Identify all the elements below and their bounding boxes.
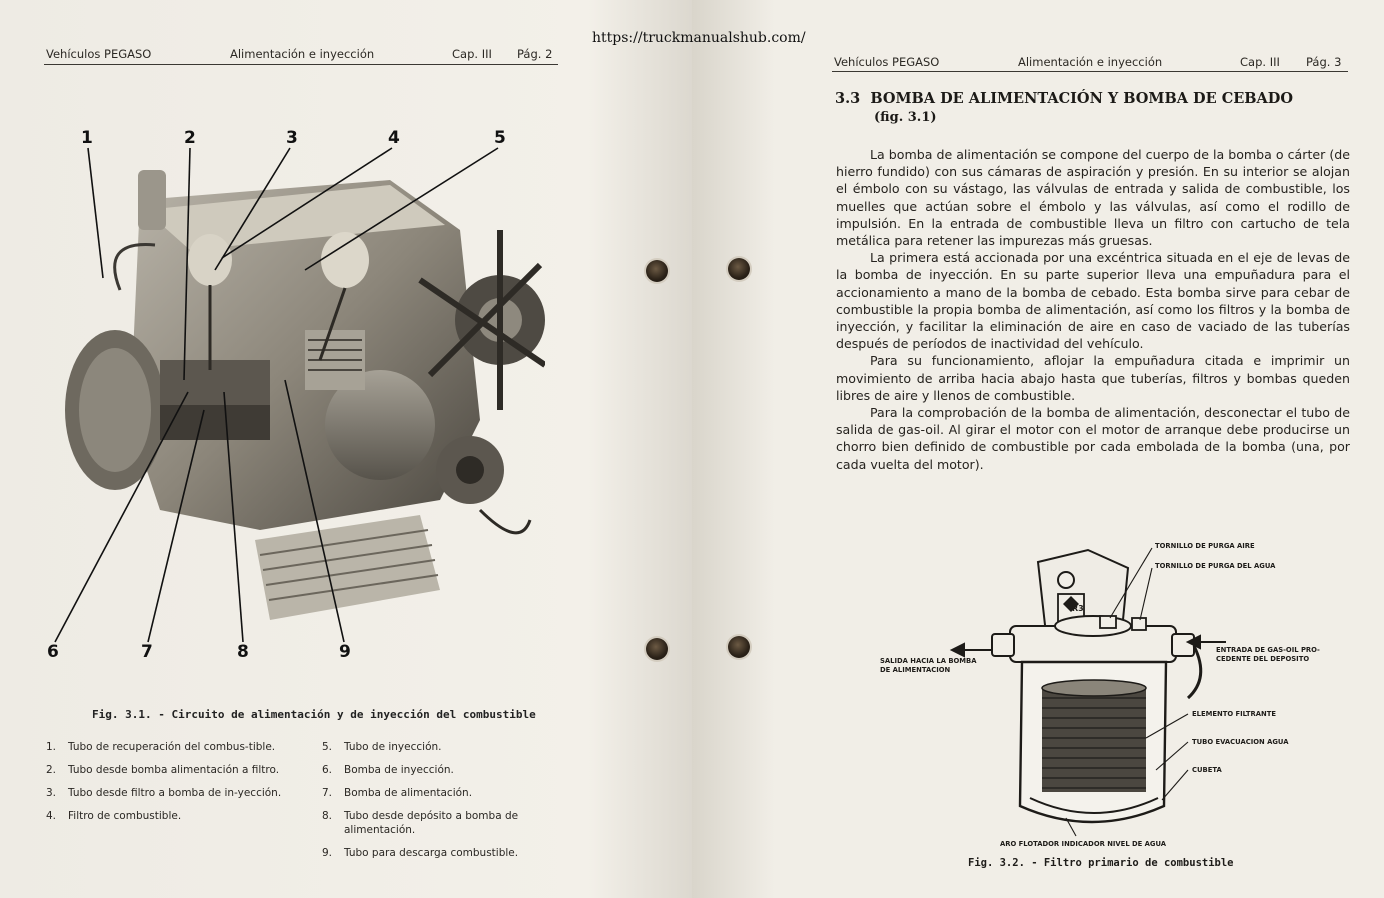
legend-right [322,740,558,869]
legend-num: 4. [46,810,57,822]
legend-item [46,809,286,823]
section-heading [835,90,1293,107]
header-section-right: Alimentación e inyección [1018,55,1163,69]
watermark-url: https://truckmanualshub.com/ [592,30,806,46]
legend-text: Tubo para descarga combustible. [344,847,519,859]
legend-item [322,740,558,754]
legend-text: Tubo de inyección. [344,741,442,753]
header-page-number-right: Pág. 3 [1306,55,1342,69]
legend-item [46,763,286,777]
label-elemento: ELEMENTO FILTRANTE [1192,710,1276,718]
legend-num: 9. [322,847,333,859]
paragraph: Para su funcionamiento, aflojar la empuñadura citada e imprimir un movimiento de arriba hacia abajo hasta que tuberías, filtros y bombas queden libres de aire y llenos de combustible. [836,353,1350,403]
label-tubo-evac: TUBO EVACUACION AGUA [1192,738,1289,746]
badge-r3: R3 [1072,604,1084,613]
legend-num: 2. [46,764,57,776]
callout-1: 1 [81,128,93,148]
label-salida: SALIDA HACIA LA BOMBA DE ALIMENTACION [880,657,977,674]
label-purga-aire: TORNILLO DE PURGA AIRE [1155,542,1255,550]
callout-6: 6 [47,642,59,662]
callout-9: 9 [339,642,351,662]
binder-hole [728,636,750,658]
binder-hole [646,638,668,660]
callout-2: 2 [184,128,196,148]
callout-3: 3 [286,128,298,148]
header-section: Alimentación e inyección [230,47,375,61]
legend-text: Tubo desde depósito a bomba de alimentación. [344,810,519,836]
legend-item [322,846,558,860]
label-entrada: ENTRADA DE GAS-OIL PRO- CEDENTE DEL DEPOSITO [1216,646,1320,663]
legend-item [322,786,558,800]
figure-caption-right: Fig. 3.2. - Filtro primario de combustible [968,857,1234,869]
header-page-number: Pág. 2 [517,47,553,61]
legend-text: Bomba de inyección. [344,764,454,776]
binder-hole [728,258,750,280]
header-rule-right [832,71,1348,72]
legend-num: 1. [46,741,57,753]
filter-diagram [870,538,1320,856]
legend-num: 7. [322,787,333,799]
header-chapter-right: Cap. III [1240,55,1280,69]
legend-num: 8. [322,810,333,822]
legend-left [46,740,286,832]
section-number: 3.3 [835,90,861,107]
legend-num: 3. [46,787,57,799]
legend-item [322,763,558,777]
legend-text: Tubo de recuperación del combus-tible. [68,741,276,753]
header-brand-right: Vehículos PEGASO [834,55,940,69]
callout-7: 7 [141,642,153,662]
section-subtitle: (fig. 3.1) [874,110,937,125]
legend-text: Bomba de alimentación. [344,787,473,799]
label-aro: ARO FLOTADOR INDICADOR NIVEL DE AGUA [1000,840,1167,848]
legend-item [46,786,286,800]
legend-item [322,809,558,837]
callout-8: 8 [237,642,249,662]
legend-text: Tubo desde bomba alimentación a filtro. [68,764,280,776]
body-text [836,146,1350,473]
section-title: BOMBA DE ALIMENTACIÓN Y BOMBA DE CEBADO [870,90,1294,107]
paragraph: Para la comprobación de la bomba de alimentación, desconectar el tubo de salida de gas-oil. Al girar el motor con el motor de arranque debe producirse un chorro bien definido de combustible por cada embolada de la bomba (una, por cada vuelta del motor). [836,405,1350,472]
label-purga-agua: TORNILLO DE PURGA DEL AGUA [1155,562,1276,570]
legend-num: 5. [322,741,333,753]
paragraph: La bomba de alimentación se compone del cuerpo de la bomba o cárter (de hierro fundido) con sus cámaras de aspiración y presión. En su interior se alojan el émbolo con su vástago, las válvulas de entrada y salida de combustible, los muelles que actúan sobre el émbolo y las válvulas, así como el rodillo de impulsión. En la entrada de combustible lleva un filtro con cartucho de tela metálica para retener las impurezas más gruesas. [836,147,1350,249]
label-cubeta: CUBETA [1192,766,1222,774]
legend-text: Filtro de combustible. [68,810,182,822]
figure-caption: Fig. 3.1. - Circuito de alimentación y de inyección del combustible [92,708,536,721]
header-brand: Vehículos PEGASO [46,47,152,61]
legend-text: Tubo desde filtro a bomba de in-yección. [68,787,282,799]
callout-4: 4 [388,128,400,148]
header-chapter: Cap. III [452,47,492,61]
callout-5: 5 [494,128,506,148]
legend-item [46,740,286,754]
binder-hole [646,260,668,282]
legend-num: 6. [322,764,333,776]
paragraph: La primera está accionada por una excéntrica situada en el eje de levas de la bomba de inyección. En su parte superior lleva una empuñadura para el accionamiento a mano de la bomba de cebado. Esta bomba sirve para cebar de combustible la propia bomba de alimentación, así como los filtros y la bomba de inyección, y facilitar la eliminación de aire en caso de vaciado de las tuberías después de períodos de inactividad del vehículo. [836,250,1350,352]
